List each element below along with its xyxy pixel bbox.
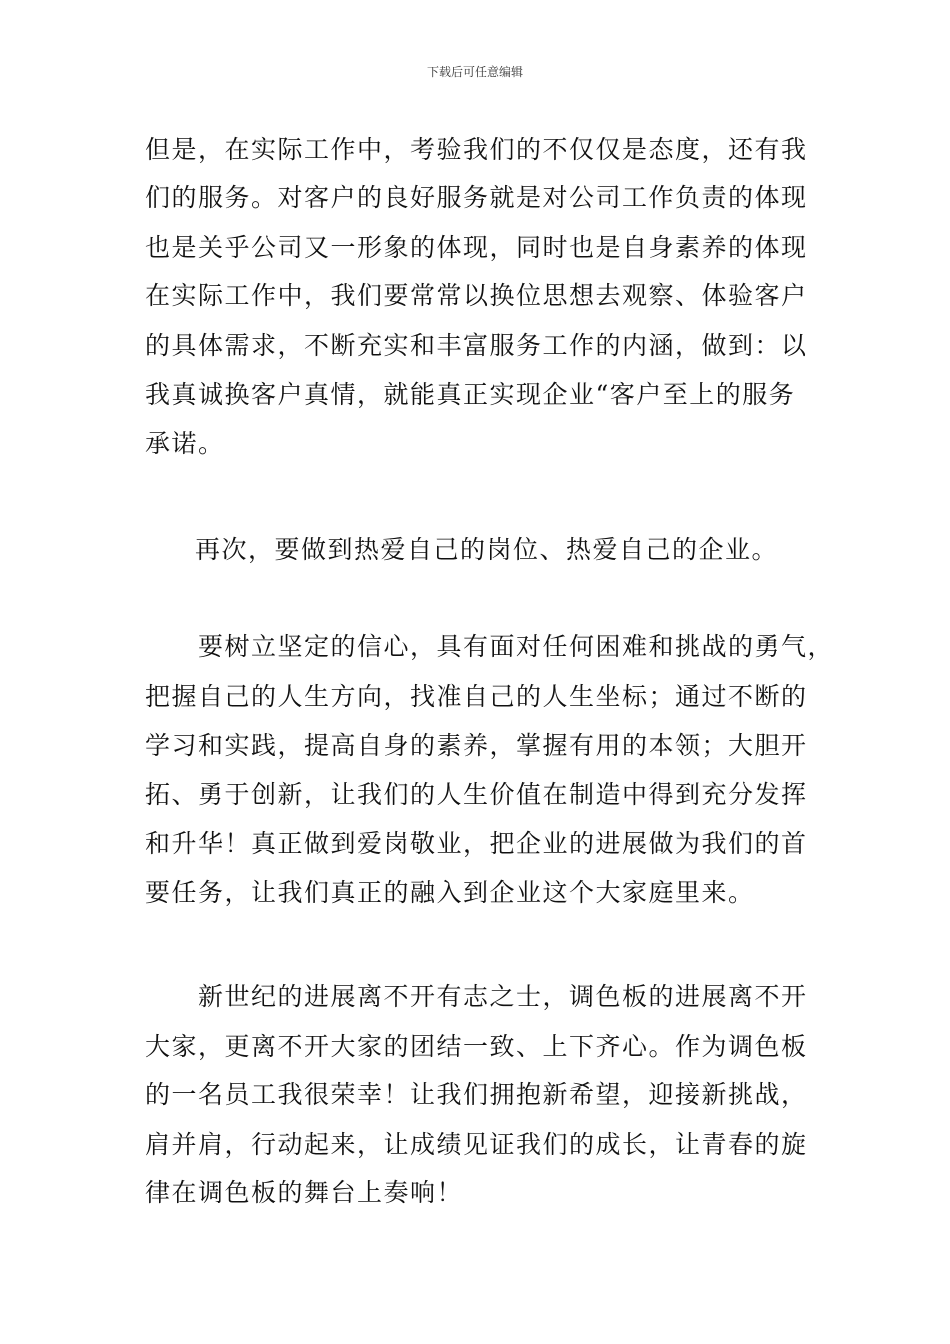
text-line: 的一名员工我很荣幸！让我们拥抱新希望，迎接新挑战， <box>145 1080 808 1109</box>
text-line: 我真诚换客户真情，就能真正实现企业“客户至上的服务 <box>145 380 796 409</box>
text-line: 肩并肩，行动起来，让成绩见证我们的成长，让青春的旋 <box>145 1130 808 1159</box>
text-line: 再次，要做到热爱自己的岗位、热爱自己的企业。 <box>195 535 779 564</box>
text-line: 的具体需求，不断充实和丰富服务工作的内涵，做到：以 <box>145 331 808 360</box>
text-line: 学习和实践，提高自身的素养，掌握有用的本领；大胆开 <box>145 731 808 760</box>
text-line: 拓、勇于创新，让我们的人生价值在制造中得到充分发挥 <box>145 780 808 809</box>
text-line: 但是，在实际工作中，考验我们的不仅仅是态度，还有我 <box>145 135 808 164</box>
page-header: 下载后可任意编辑 <box>426 65 523 79</box>
text-line: 也是关乎公司又一形象的体现，同时也是自身素养的体现 <box>145 233 808 262</box>
text-line: 在实际工作中，我们要常常以换位思想去观察、体验客户 <box>145 281 808 310</box>
text-line: 和升华！真正做到爱岗敬业，把企业的进展做为我们的首 <box>145 829 808 858</box>
text-line: 们的服务。对客户的良好服务就是对公司工作负责的体现 <box>145 183 808 212</box>
text-line: 承诺。 <box>145 429 225 458</box>
text-line: 要树立坚定的信心，具有面对任何困难和挑战的勇气， <box>198 632 835 661</box>
text-line: 新世纪的进展离不开有志之士，调色板的进展离不开 <box>198 982 808 1011</box>
text-line: 要任务，让我们真正的融入到企业这个大家庭里来。 <box>145 878 755 907</box>
text-line: 律在调色板的舞台上奏响！ <box>145 1178 464 1207</box>
text-line: 大家，更离不开大家的团结一致、上下齐心。作为调色板 <box>145 1032 808 1061</box>
text-line: 把握自己的人生方向，找准自己的人生坐标；通过不断的 <box>145 682 808 711</box>
